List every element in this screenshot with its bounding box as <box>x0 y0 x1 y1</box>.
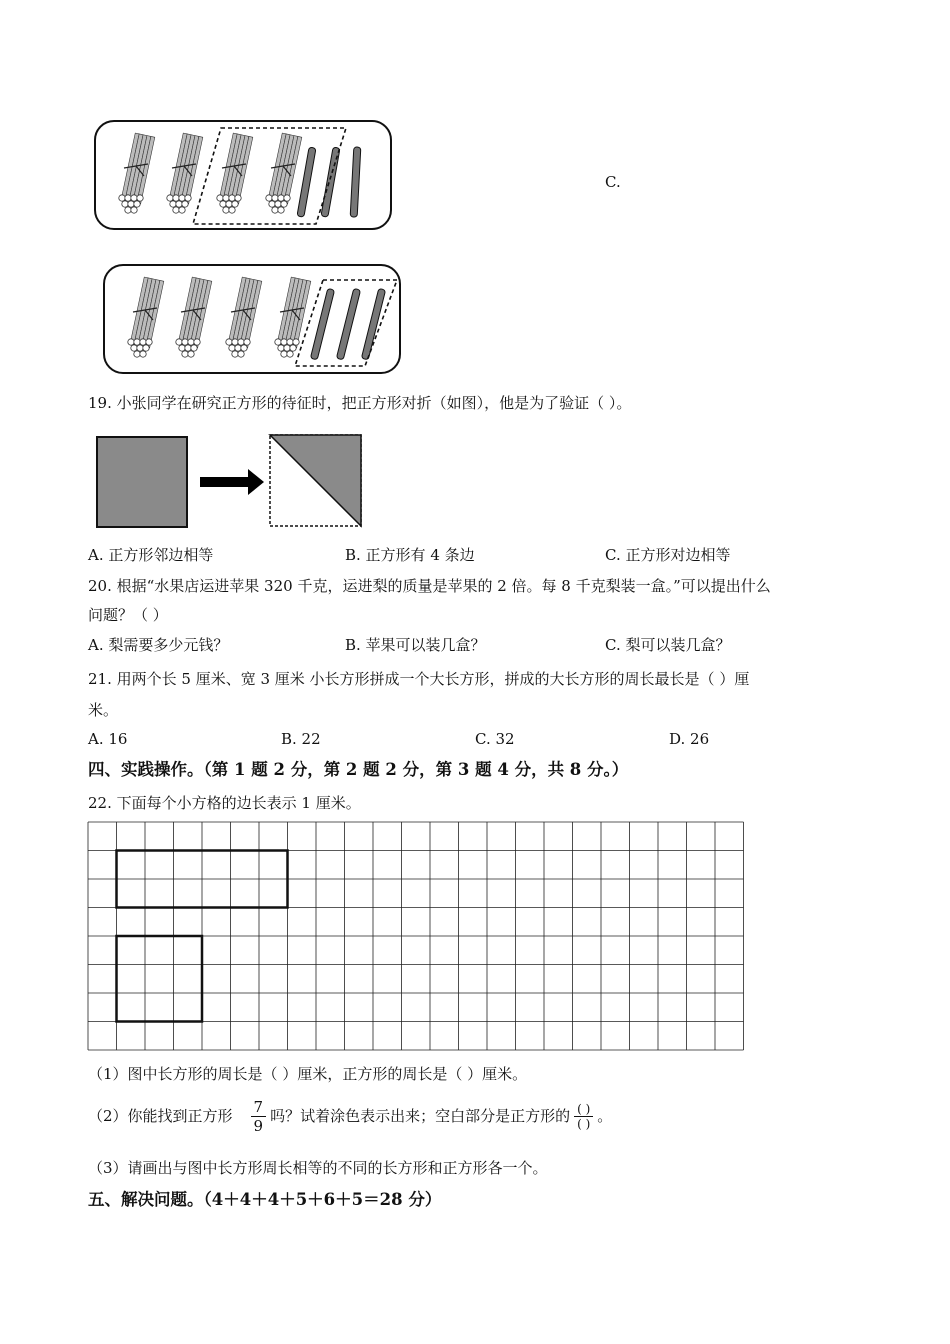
stick-end <box>223 195 229 201</box>
stick-end <box>131 345 137 351</box>
stick-end <box>284 345 290 351</box>
q21-option-c: C. 32 <box>475 730 515 748</box>
stick-end <box>185 345 191 351</box>
stick-bundle <box>119 133 155 213</box>
stick-end <box>170 201 176 207</box>
stick-end <box>140 339 146 345</box>
stick-end <box>191 345 197 351</box>
question-21-line2: 米。 <box>88 701 119 719</box>
single-stick <box>361 288 385 360</box>
stick-end <box>238 351 244 357</box>
stick-end <box>235 195 241 201</box>
stick-end <box>119 195 125 201</box>
stick-end <box>223 207 229 213</box>
stick-end <box>278 345 284 351</box>
stick-end <box>128 339 134 345</box>
stick-end <box>137 345 143 351</box>
stick-end <box>272 195 278 201</box>
stick-end <box>140 351 146 357</box>
option-c-label: C. <box>605 173 621 191</box>
stick-end <box>226 339 232 345</box>
stick-end <box>229 345 235 351</box>
blank-numerator: ( ) <box>574 1102 593 1117</box>
stick-end <box>182 351 188 357</box>
fraction-denominator: 9 <box>253 1116 264 1135</box>
stick-end <box>134 201 140 207</box>
stick-end <box>226 201 232 207</box>
stick-end <box>176 201 182 207</box>
stick-end <box>179 345 185 351</box>
stick-end <box>284 195 290 201</box>
single-stick <box>350 147 361 217</box>
section-5-heading: 五、解决问题。（4＋4＋4＋5＋6＋5＝28 分） <box>88 1190 442 1209</box>
fraction-numerator: 7 <box>251 1098 267 1117</box>
stick-end <box>188 351 194 357</box>
q20-option-a: A. 梨需要多少元钱？ <box>88 636 229 654</box>
q21-option-b: B. 22 <box>281 730 321 748</box>
question-19: 19. 小张同学在研究正方形的待征时，把正方形对折（如图），他是为了验证（ ）。 <box>88 394 632 412</box>
single-stick <box>310 288 334 360</box>
stick-end <box>134 351 140 357</box>
stick-end <box>232 201 238 207</box>
single-stick <box>297 147 316 217</box>
stick-bundle <box>167 133 203 213</box>
question-22-intro: 22. 下面每个小方格的边长表示 1 厘米。 <box>88 794 361 812</box>
stick-end <box>217 195 223 201</box>
stick-end <box>188 339 194 345</box>
q22-part3: （3）请画出与图中长方形周长相等的不同的长方形和正方形各一个。 <box>88 1159 548 1177</box>
stick-end <box>238 339 244 345</box>
stick-end <box>131 207 137 213</box>
stick-end <box>232 339 238 345</box>
stick-end <box>179 207 185 213</box>
stick-end <box>173 207 179 213</box>
stick-bundle <box>176 277 212 357</box>
question-20-line2: 问题？（ ） <box>88 606 168 624</box>
stick-end <box>275 339 281 345</box>
q21-option-d: D. 26 <box>669 730 710 748</box>
stick-end <box>229 207 235 213</box>
q19-option-b: B. 正方形有 4 条边 <box>345 546 475 564</box>
sticks-panel-bottom <box>103 264 401 374</box>
stick-end <box>287 351 293 357</box>
stick-end <box>125 195 131 201</box>
stick-end <box>173 195 179 201</box>
stick-end <box>281 351 287 357</box>
stick-end <box>293 339 299 345</box>
stick-end <box>143 345 149 351</box>
stick-end <box>278 195 284 201</box>
stick-end <box>182 339 188 345</box>
folded-triangle <box>270 435 361 526</box>
q22-part1: （1）图中长方形的周长是（ ）厘米，正方形的周长是（ ）厘米。 <box>88 1065 528 1083</box>
question-20-line1: 20. 根据“水果店运进苹果 320 千克，运进梨的质量是苹果的 2 倍。每 8 千克梨装一盒。”可以提出什么 <box>88 577 771 595</box>
stick-end <box>185 195 191 201</box>
sticks-illustration-top <box>96 122 390 228</box>
sticks-illustration-bottom <box>105 266 399 372</box>
stick-end <box>278 207 284 213</box>
stick-end <box>229 195 235 201</box>
stick-end <box>281 201 287 207</box>
stick-bundle <box>226 277 262 357</box>
blank-denominator: ( ) <box>577 1116 591 1131</box>
stick-end <box>137 195 143 201</box>
gray-square <box>97 437 187 527</box>
q19-option-c: C. 正方形对边相等 <box>605 546 731 564</box>
stick-bundle <box>217 133 253 213</box>
single-stick <box>336 288 360 360</box>
section-4-heading: 四、实践操作。（第 1 题 2 分，第 2 题 2 分，第 3 题 4 分，共 8 分。） <box>88 760 629 779</box>
q22-part2-end: 。 <box>597 1107 613 1125</box>
stick-end <box>179 195 185 201</box>
stick-end <box>131 195 137 201</box>
sticks-panel-top <box>94 120 392 230</box>
stick-end <box>167 195 173 201</box>
stick-end <box>146 339 152 345</box>
stick-end <box>287 339 293 345</box>
stick-end <box>182 201 188 207</box>
grid-square <box>117 936 203 1022</box>
stick-bundle <box>275 277 311 357</box>
stick-end <box>269 201 275 207</box>
folding-square-figure <box>96 433 376 533</box>
stick-bundle <box>128 277 164 357</box>
blank-fraction <box>574 1102 593 1131</box>
stick-end <box>122 201 128 207</box>
fraction-seven-ninths <box>251 1098 267 1135</box>
arrow-right-icon <box>200 469 264 495</box>
stick-end <box>176 339 182 345</box>
stick-end <box>232 351 238 357</box>
stick-end <box>235 345 241 351</box>
stick-end <box>134 339 140 345</box>
q19-option-a: A. 正方形邻边相等 <box>88 546 214 564</box>
q20-option-b: B. 苹果可以装几盒？ <box>345 636 486 654</box>
q22-part2-text-a: （2）你能找到正方形 <box>88 1107 233 1125</box>
stick-end <box>266 195 272 201</box>
stick-end <box>128 201 134 207</box>
stick-end <box>272 207 278 213</box>
q22-part2 <box>88 1096 612 1136</box>
stick-end <box>281 339 287 345</box>
question-21-line1: 21. 用两个长 5 厘米、宽 3 厘米 小长方形拼成一个大长方形，拼成的大长方形的周长最长是（ ）厘 <box>88 670 750 688</box>
square-grid <box>87 821 747 1053</box>
stick-end <box>290 345 296 351</box>
q21-option-a: A. 16 <box>88 730 128 748</box>
stick-bundle <box>266 133 302 213</box>
stick-end <box>241 345 247 351</box>
stick-end <box>194 339 200 345</box>
q20-option-c: C. 梨可以装几盒？ <box>605 636 731 654</box>
stick-end <box>244 339 250 345</box>
stick-end <box>125 207 131 213</box>
q22-part2-text-b: 吗？试着涂色表示出来；空白部分是正方形的 <box>270 1107 571 1125</box>
stick-end <box>220 201 226 207</box>
stick-end <box>275 201 281 207</box>
